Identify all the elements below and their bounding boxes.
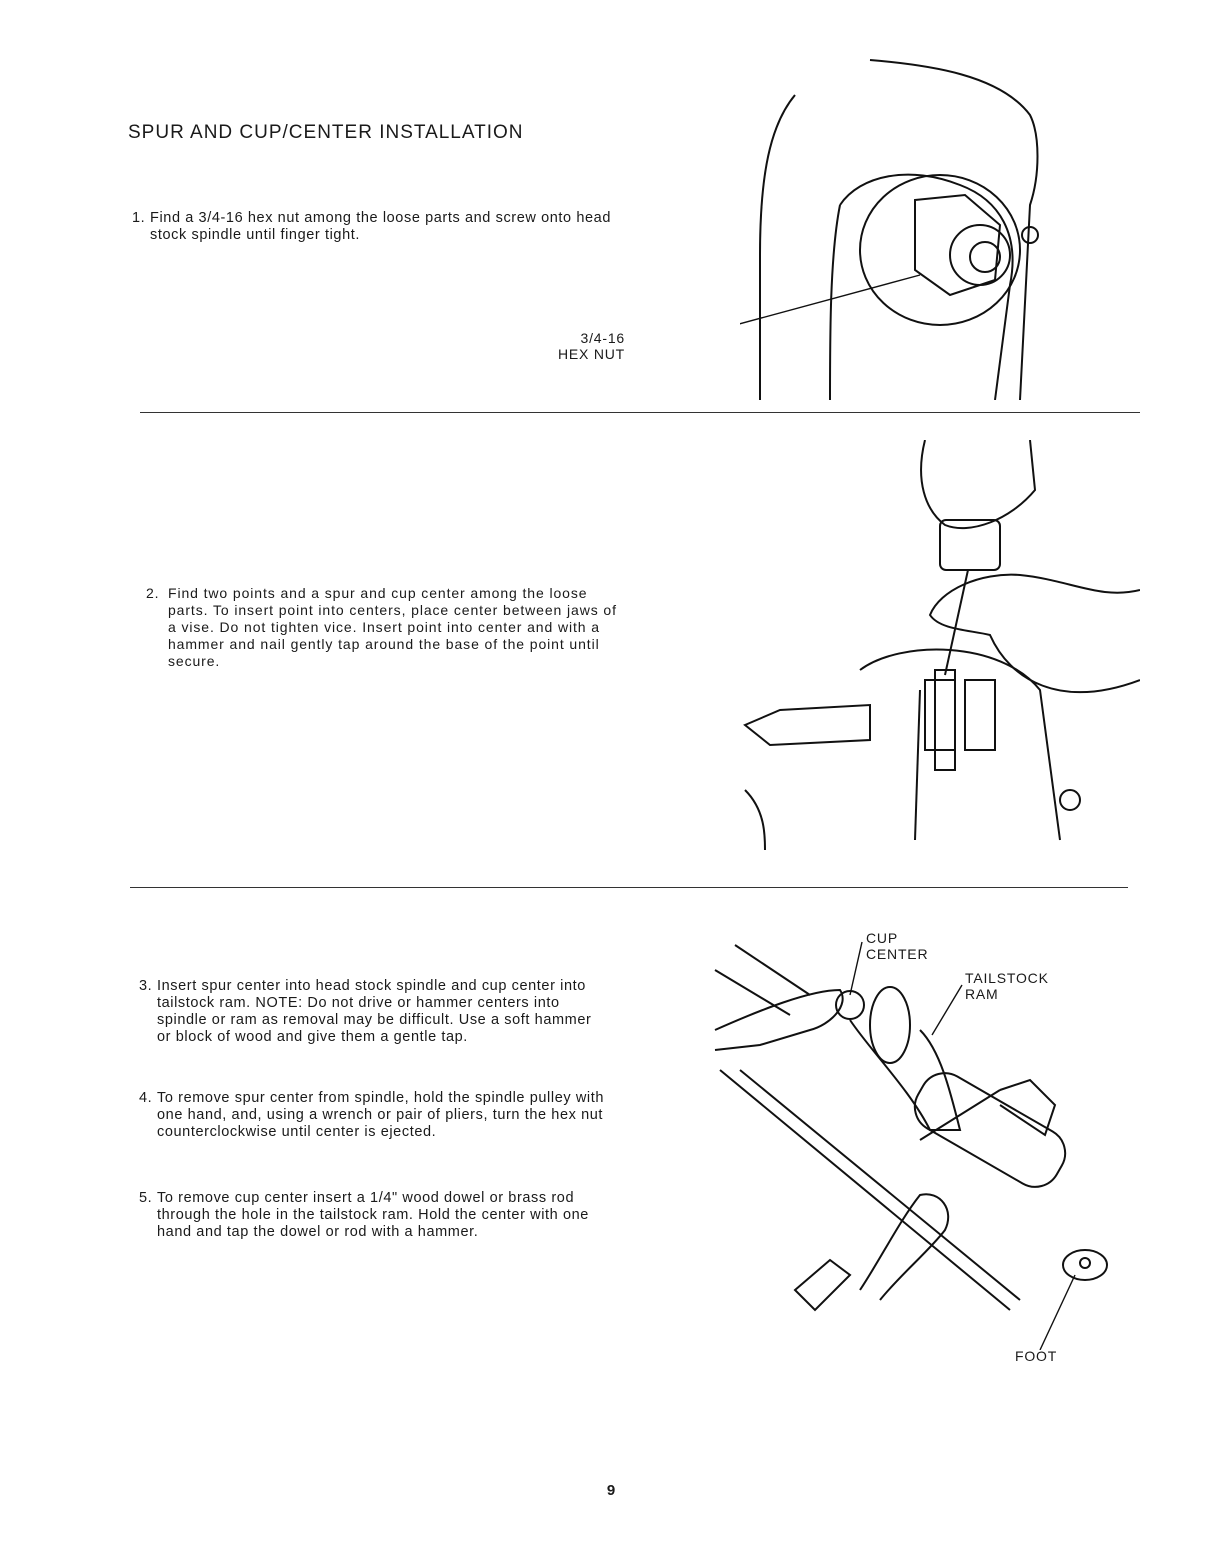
cup-center-pointer	[850, 942, 862, 995]
hex-nut-callout-line2: HEX NUT	[557, 346, 625, 362]
headstock-hex-nut-illustration	[740, 55, 1060, 400]
headstock-outline	[870, 60, 1038, 400]
pulley-housing	[840, 175, 1013, 400]
hammer-handle	[795, 1260, 850, 1310]
hex-nut	[915, 195, 1000, 295]
vise-jaw-right	[965, 680, 995, 750]
vise-body-left	[915, 690, 920, 840]
holding-hand	[930, 575, 1140, 692]
bench-edge	[745, 790, 765, 850]
headstock-outline-left	[760, 95, 795, 400]
tailstock-body	[850, 1020, 960, 1130]
tailstock-ram-callout-line1: TAILSTOCK	[965, 970, 1049, 986]
cup-center-callout-line1: CUP	[866, 930, 898, 946]
spindle-bore	[970, 242, 1000, 272]
left-hand	[715, 990, 843, 1050]
step-4	[139, 1090, 607, 1141]
step-text: Insert spur center into head stock spindle and cup center into tailstock ram. NOTE: Do not drive or hammer centers into spindle or ram as removal may be difficult. Use a soft hammer or block of wood and give them a gentle tap.	[157, 978, 592, 1045]
foot-callout: FOOT	[1015, 1348, 1058, 1364]
ram-handwheel	[870, 987, 910, 1063]
tailstock-ram	[906, 1064, 1075, 1196]
step-number: 3.	[139, 978, 153, 994]
step-2	[146, 585, 618, 670]
bed-rail-lower	[720, 1070, 1010, 1310]
hex-nut-callout-line1: 3/4-16	[580, 330, 625, 346]
step-3	[139, 978, 607, 1046]
tailstock-pointer	[932, 985, 962, 1035]
section-title: SPUR AND CUP/CENTER INSTALLATION	[128, 122, 524, 143]
foot-bolt	[1080, 1258, 1090, 1268]
step-text: To remove cup center insert a 1/4" wood dowel or brass rod through the hole in the tailstock ram. Hold the center with one hand and tap the dowel or rod with a hammer.	[157, 1190, 589, 1240]
set-screw	[1022, 227, 1038, 243]
vise-bolt	[1060, 790, 1080, 810]
vise-jaw-left	[925, 680, 955, 750]
cup-center	[836, 991, 864, 1019]
vise-handle	[745, 705, 870, 745]
divider-1	[140, 412, 1140, 413]
tailstock-illustration	[700, 930, 1120, 1350]
step-number: 2.	[146, 585, 160, 601]
hammer-hand	[921, 440, 1035, 528]
bed-rail-top	[735, 945, 810, 995]
vise-body	[860, 650, 1060, 840]
step-1	[132, 210, 620, 244]
step-number: 1.	[132, 210, 146, 226]
hex-nut-callout	[520, 330, 625, 362]
vise-hammer-illustration	[740, 440, 1140, 860]
tailstock-ram-callout-line2: RAM	[965, 986, 999, 1002]
center-in-vise	[935, 670, 955, 770]
step-5	[139, 1190, 607, 1241]
nail	[945, 570, 968, 675]
page-number: 9	[606, 1482, 616, 1499]
step-text: To remove spur center from spindle, hold the spindle pulley with one hand, and, using a wrench or pair of pliers, turn the hex nut counterclockwise until center is ejected.	[157, 1090, 605, 1140]
step-text: Find two points and a spur and cup center among the loose parts. To insert point into centers, place center between jaws of a vise. Do not tighten vice. Insert point into center and with a hammer and nail gently tap around the base of the point until secure.	[168, 585, 617, 669]
divider-2	[130, 887, 1128, 888]
cup-center-callout-line2: CENTER	[866, 946, 929, 962]
foot-pad	[1063, 1250, 1107, 1280]
spindle-end	[950, 225, 1010, 285]
step-text: Find a 3/4-16 hex nut among the loose parts and screw onto head stock spindle until finger tight.	[150, 210, 611, 243]
step-number: 5.	[139, 1190, 153, 1206]
foot-pointer	[1040, 1275, 1075, 1350]
bed-rail-left	[715, 970, 790, 1015]
pulley-housing-left	[830, 205, 840, 400]
step-number: 4.	[139, 1090, 153, 1106]
tailstock-ram-callout	[965, 970, 1049, 1002]
cup-center-callout	[866, 930, 928, 962]
